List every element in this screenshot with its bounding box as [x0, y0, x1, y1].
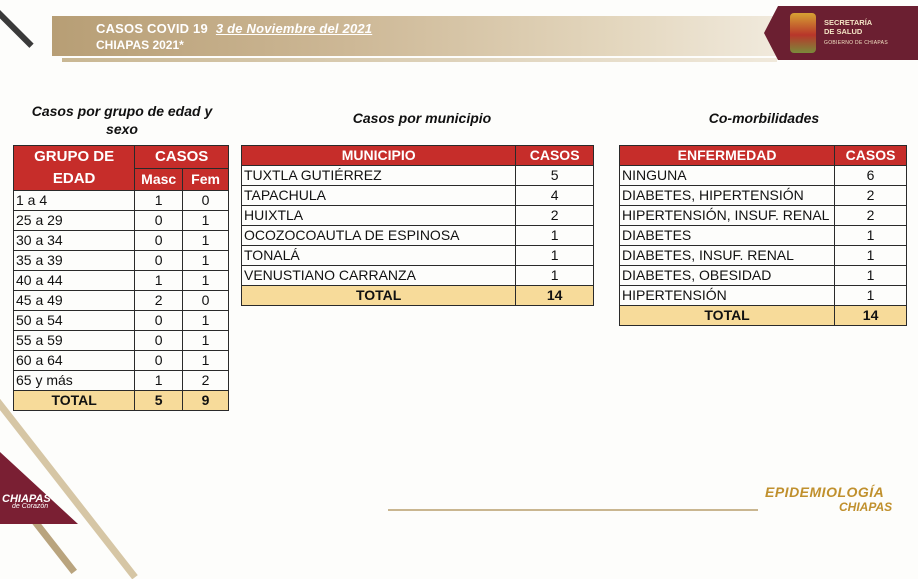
municipio-name: VENUSTIANO CARRANZA [242, 266, 516, 286]
age-group-label: 35 a 39 [14, 251, 135, 271]
fem-count: 0 [183, 191, 229, 211]
table-row [620, 286, 907, 306]
table-row [14, 251, 229, 271]
age-group-label: 65 y más [14, 371, 135, 391]
fem-count: 1 [183, 311, 229, 331]
total-masc: 5 [135, 391, 183, 411]
total-casos: 14 [835, 306, 907, 326]
enfermedad-name: DIABETES, OBESIDAD [620, 266, 835, 286]
table-row [242, 266, 594, 286]
table-row [620, 226, 907, 246]
fem-count: 2 [183, 371, 229, 391]
fem-count: 1 [183, 231, 229, 251]
table-total-row [14, 391, 229, 411]
masc-count: 1 [135, 371, 183, 391]
age-group-label: 30 a 34 [14, 231, 135, 251]
col-header-casos: CASOS [516, 146, 594, 166]
table-row [14, 371, 229, 391]
table-row [620, 266, 907, 286]
masc-count: 0 [135, 211, 183, 231]
header-underline [62, 58, 777, 62]
table-row [242, 186, 594, 206]
enfermedad-name: HIPERTENSIÓN [620, 286, 835, 306]
table-total-row [242, 286, 594, 306]
col-header-casos: CASOS [135, 146, 229, 169]
epidemiologia-logo-sub: CHIAPAS [839, 500, 893, 514]
fem-count: 1 [183, 331, 229, 351]
municipio-name: TAPACHULA [242, 186, 516, 206]
page-subtitle: CHIAPAS 2021* [96, 38, 184, 52]
table-row [14, 351, 229, 371]
footer-divider [388, 509, 758, 511]
age-group-label: 25 a 29 [14, 211, 135, 231]
casos-count: 6 [835, 166, 907, 186]
age-group-label: 45 a 49 [14, 291, 135, 311]
masc-count: 0 [135, 251, 183, 271]
fem-count: 1 [183, 351, 229, 371]
table-total-row [620, 306, 907, 326]
casos-count: 1 [516, 226, 594, 246]
table-row [14, 271, 229, 291]
casos-count: 2 [835, 206, 907, 226]
age-group-label: 55 a 59 [14, 331, 135, 351]
age-group-table [13, 145, 229, 411]
table-row [14, 211, 229, 231]
enfermedad-name: HIPERTENSIÓN, INSUF. RENAL [620, 206, 835, 226]
age-group-label: 40 a 44 [14, 271, 135, 291]
table-row [242, 166, 594, 186]
municipio-name: TONALÁ [242, 246, 516, 266]
masc-count: 0 [135, 311, 183, 331]
enfermedad-name: NINGUNA [620, 166, 835, 186]
col-header-grupo: GRUPO DE EDAD [14, 146, 135, 191]
masc-count: 1 [135, 271, 183, 291]
casos-count: 4 [516, 186, 594, 206]
casos-count: 1 [835, 226, 907, 246]
casos-count: 1 [516, 266, 594, 286]
epidemiologia-logo: EPIDEMIOLOGÍA [765, 484, 885, 500]
masc-count: 2 [135, 291, 183, 311]
casos-count: 2 [835, 186, 907, 206]
logo-subtext: GOBIERNO DE CHIAPAS [824, 40, 888, 46]
report-date: 3 de Noviembre del 2021 [215, 21, 373, 36]
table-row [620, 246, 907, 266]
total-label: TOTAL [620, 306, 835, 326]
comorb-table-title: Co-morbilidades [708, 110, 820, 126]
age-group-label: 50 a 54 [14, 311, 135, 331]
municipio-name: TUXTLA GUTIÉRREZ [242, 166, 516, 186]
casos-count: 1 [835, 266, 907, 286]
table-row [14, 311, 229, 331]
casos-count: 1 [835, 286, 907, 306]
comorbidities-table [619, 145, 907, 326]
masc-count: 0 [135, 231, 183, 251]
table-row [242, 246, 594, 266]
table-row [242, 206, 594, 226]
casos-count: 5 [516, 166, 594, 186]
casos-count: 1 [835, 246, 907, 266]
masc-count: 0 [135, 331, 183, 351]
chiapas-seal-icon [790, 13, 816, 53]
table-row [14, 191, 229, 211]
col-header-enfermedad: ENFERMEDAD [620, 146, 835, 166]
table-row [14, 231, 229, 251]
logo-text: SECRETARÍA DE SALUD [824, 18, 873, 36]
municipio-name: HUIXTLA [242, 206, 516, 226]
age-group-label: 1 a 4 [14, 191, 135, 211]
table-row [14, 291, 229, 311]
masc-count: 0 [135, 351, 183, 371]
enfermedad-name: DIABETES [620, 226, 835, 246]
total-label: TOTAL [242, 286, 516, 306]
fem-count: 0 [183, 291, 229, 311]
fem-count: 1 [183, 251, 229, 271]
age-table-title: Casos por grupo de edad y sexo [31, 103, 213, 137]
col-header-casos: CASOS [835, 146, 907, 166]
footer-brand-shape [0, 452, 78, 524]
table-row [620, 186, 907, 206]
header-decoration [0, 0, 34, 48]
casos-count: 2 [516, 206, 594, 226]
col-header-fem: Fem [183, 168, 229, 191]
table-row [620, 166, 907, 186]
municipio-table-title: Casos por municipio [352, 110, 492, 126]
chiapas-de-corazon-logo: CHIAPAS de Corazón [2, 493, 51, 510]
total-fem: 9 [183, 391, 229, 411]
total-label: TOTAL [14, 391, 135, 411]
casos-count: 1 [516, 246, 594, 266]
enfermedad-name: DIABETES, INSUF. RENAL [620, 246, 835, 266]
age-group-label: 60 a 64 [14, 351, 135, 371]
masc-count: 1 [135, 191, 183, 211]
secretaria-salud-logo [778, 6, 918, 60]
table-row [14, 331, 229, 351]
page-title: CASOS COVID 19 3 de Noviembre del 2021 [96, 21, 373, 36]
table-row [242, 226, 594, 246]
table-row [620, 206, 907, 226]
municipio-table [241, 145, 594, 306]
col-header-municipio: MUNICIPIO [242, 146, 516, 166]
fem-count: 1 [183, 271, 229, 291]
total-casos: 14 [516, 286, 594, 306]
enfermedad-name: DIABETES, HIPERTENSIÓN [620, 186, 835, 206]
col-header-masc: Masc [135, 168, 183, 191]
municipio-name: OCOZOCOAUTLA DE ESPINOSA [242, 226, 516, 246]
fem-count: 1 [183, 211, 229, 231]
